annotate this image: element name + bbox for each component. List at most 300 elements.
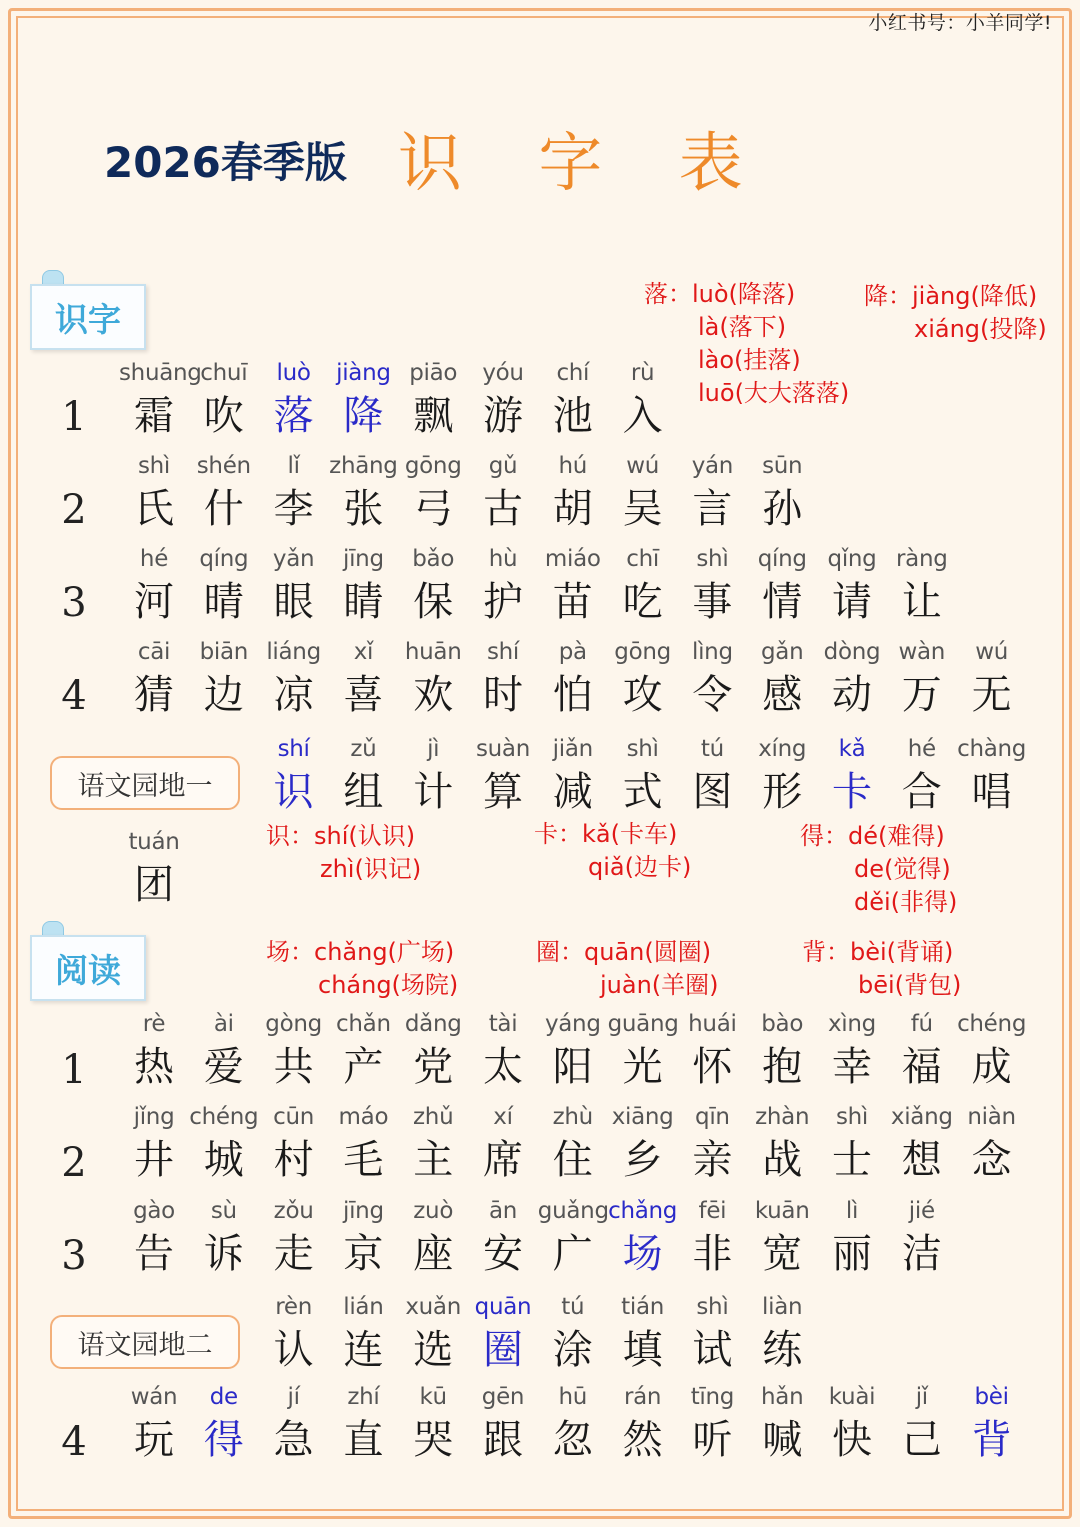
pinyin: shuāng	[119, 360, 202, 386]
char-cell	[328, 1102, 398, 1188]
pinyin: yán	[691, 453, 734, 479]
pinyin: ān	[488, 1198, 518, 1224]
pinyin: tuán	[128, 829, 180, 855]
hanzi: 请	[832, 579, 872, 625]
char-cell	[538, 1102, 608, 1188]
hanzi: 无	[971, 672, 1012, 718]
hanzi: 时	[483, 672, 523, 718]
pinyin: ài	[213, 1011, 234, 1037]
hanzi: 涂	[552, 1327, 593, 1373]
pinyin: rè	[142, 1011, 166, 1037]
hanzi: 念	[971, 1137, 1012, 1183]
pinyin: xí	[493, 1104, 513, 1130]
char-cell	[817, 734, 887, 820]
pinyin: liáng	[266, 639, 321, 665]
pinyin: zhù	[552, 1104, 593, 1130]
char-cell	[677, 1196, 747, 1282]
char-cell	[468, 1009, 538, 1095]
pinyin: chī	[626, 546, 659, 572]
hanzi: 情	[762, 579, 803, 625]
pinyin: jīng	[343, 546, 384, 572]
char-cell	[189, 1009, 259, 1095]
char-cell	[189, 1102, 259, 1188]
char-cell	[538, 358, 608, 444]
hanzi: 听	[692, 1417, 733, 1463]
hanzi: 洁	[901, 1231, 942, 1277]
hanzi: 计	[413, 769, 454, 815]
pinyin: zhí	[347, 1384, 380, 1410]
hanzi: 福	[901, 1044, 942, 1090]
char-cell	[887, 1102, 957, 1188]
hanzi: 吃	[622, 579, 663, 625]
char-cell	[538, 734, 608, 820]
char-cell	[468, 734, 538, 820]
hanzi: 住	[552, 1137, 593, 1183]
pinyin: piāo	[409, 360, 458, 386]
char-cell	[677, 1382, 747, 1468]
note-quan: 圈：quān(圆圈) juàn(羊圈)	[536, 938, 719, 999]
pinyin: jí	[287, 1384, 300, 1410]
pinyin: yáng	[544, 1011, 601, 1037]
pinyin: zǔ	[350, 736, 377, 762]
pinyin: gào	[133, 1198, 175, 1224]
char-cell	[747, 1196, 817, 1282]
pinyin: shí	[277, 736, 310, 762]
pinyin: máo	[338, 1104, 389, 1130]
pinyin: gǔ	[488, 453, 518, 479]
pinyin: shì	[696, 1294, 729, 1320]
row-number: 3	[61, 580, 87, 626]
char-cell	[119, 451, 189, 537]
hanzi: 孙	[762, 486, 803, 532]
pinyin: jiǎn	[552, 736, 593, 762]
hanzi: 事	[692, 579, 733, 625]
row-number: 1	[61, 394, 87, 440]
char-cell	[538, 451, 608, 537]
char-cell	[677, 1009, 747, 1095]
pinyin: xuǎn	[405, 1294, 462, 1320]
pinyin: yóu	[482, 360, 524, 386]
char-cell	[189, 1196, 259, 1282]
char-cell	[398, 637, 468, 723]
char-cell	[259, 544, 329, 630]
pinyin: qīn	[695, 1104, 730, 1130]
pinyin: dǎng	[404, 1011, 462, 1037]
pinyin: ràng	[896, 546, 948, 572]
pinyin: suàn	[475, 736, 531, 762]
note-shi: 识：shí(认识) zhì(识记)	[266, 822, 422, 883]
char-cell	[817, 1382, 887, 1468]
hanzi: 试	[692, 1327, 733, 1373]
char-cell	[677, 1292, 747, 1378]
pinyin: tián	[621, 1294, 665, 1320]
note-ka: 卡：kǎ(卡车) qiǎ(边卡)	[534, 820, 692, 881]
char-cell	[747, 1102, 817, 1188]
char-cell	[468, 637, 538, 723]
char-cell	[189, 358, 259, 444]
char-cell	[538, 1292, 608, 1378]
pinyin: bèi	[974, 1384, 1009, 1410]
pinyin: xìng	[828, 1011, 876, 1037]
hanzi: 太	[483, 1044, 523, 1090]
pinyin: zhāng	[329, 453, 398, 479]
pinyin: chí	[556, 360, 590, 386]
pinyin: tài	[488, 1011, 518, 1037]
char-cell	[189, 544, 259, 630]
char-cell	[887, 544, 957, 630]
char-cell	[468, 358, 538, 444]
hanzi: 喜	[343, 672, 384, 718]
pinyin: fēi	[698, 1198, 727, 1224]
hanzi: 合	[901, 769, 942, 815]
hanzi: 党	[413, 1044, 454, 1090]
char-cell	[119, 1196, 189, 1282]
pinyin: kū	[419, 1384, 447, 1410]
hanzi: 选	[413, 1327, 454, 1373]
pinyin: cāi	[137, 639, 171, 665]
pinyin: gōng	[614, 639, 671, 665]
char-cell	[608, 1382, 678, 1468]
char-cell	[747, 1382, 817, 1468]
char-cell	[538, 544, 608, 630]
pinyin: huái	[688, 1011, 737, 1037]
char-cell	[608, 1196, 678, 1282]
char-cell	[259, 1009, 329, 1095]
note-jiang: 降：jiàng(降低) xiáng(投降)	[864, 282, 1047, 343]
char-cell	[538, 637, 608, 723]
char-cell	[119, 1102, 189, 1188]
pinyin: qǐng	[827, 546, 877, 572]
pinyin: kuān	[754, 1198, 810, 1224]
pinyin: liàn	[762, 1294, 803, 1320]
hanzi: 己	[901, 1417, 942, 1463]
hanzi: 式	[622, 769, 663, 815]
pinyin: wàn	[898, 639, 946, 665]
pinyin: jǐ	[915, 1384, 928, 1410]
pinyin: zhàn	[755, 1104, 810, 1130]
note-luo: 落：luò(降落) là(落下) lào(挂落) luō(大大落落)	[644, 280, 850, 407]
pinyin: hù	[488, 546, 518, 572]
hanzi: 成	[971, 1044, 1012, 1090]
hanzi: 场	[622, 1231, 663, 1277]
hanzi: 飘	[413, 393, 454, 439]
char-cell	[957, 734, 1027, 820]
hanzi: 吴	[622, 486, 663, 532]
hanzi: 丽	[832, 1231, 872, 1277]
hanzi: 张	[343, 486, 384, 532]
hanzi: 霜	[134, 393, 174, 439]
char-cell	[608, 734, 678, 820]
char-cell	[677, 451, 747, 537]
hanzi: 氏	[134, 486, 174, 532]
hanzi: 喊	[762, 1417, 803, 1463]
hanzi: 眼	[273, 579, 314, 625]
char-cell	[119, 1009, 189, 1095]
hanzi: 诉	[203, 1231, 244, 1277]
hanzi: 座	[413, 1231, 454, 1277]
char-cell	[119, 544, 189, 630]
pinyin: kǎ	[838, 736, 866, 762]
row-number: 1	[61, 1047, 87, 1093]
row-number: 4	[61, 1419, 87, 1465]
pinyin: shí	[486, 639, 520, 665]
hanzi: 李	[273, 486, 314, 532]
row-number: 2	[61, 1140, 87, 1186]
pinyin: rù	[630, 360, 655, 386]
edition-subtitle: 2026春季版	[104, 138, 347, 187]
hanzi: 背	[971, 1417, 1012, 1463]
pinyin: lì	[845, 1198, 859, 1224]
pinyin: kuài	[828, 1384, 876, 1410]
char-cell	[957, 637, 1027, 723]
char-cell	[398, 1102, 468, 1188]
pinyin: miáo	[544, 546, 601, 572]
char-cell	[677, 637, 747, 723]
char-cell	[747, 637, 817, 723]
char-cell	[608, 1102, 678, 1188]
char-cell	[538, 1009, 608, 1095]
pinyin: gēn	[481, 1384, 525, 1410]
hanzi: 边	[203, 672, 244, 718]
hanzi: 保	[413, 579, 454, 625]
hanzi: 阳	[552, 1044, 593, 1090]
char-cell	[259, 734, 329, 820]
pinyin: hǎn	[761, 1384, 804, 1410]
hanzi: 唱	[971, 769, 1012, 815]
hanzi: 弓	[413, 486, 454, 532]
pinyin: xiǎng	[890, 1104, 953, 1130]
hanzi: 练	[762, 1327, 803, 1373]
hanzi: 令	[692, 672, 733, 718]
char-cell	[468, 1382, 538, 1468]
pinyin: gòng	[265, 1011, 322, 1037]
hanzi: 古	[483, 486, 523, 532]
char-cell	[328, 544, 398, 630]
hanzi: 幸	[832, 1044, 872, 1090]
char-cell	[398, 734, 468, 820]
pinyin: xiāng	[611, 1104, 674, 1130]
char-cell	[817, 1102, 887, 1188]
hanzi: 哭	[413, 1417, 454, 1463]
hanzi: 想	[901, 1137, 942, 1183]
pinyin: rèn	[275, 1294, 312, 1320]
char-cell	[398, 1292, 468, 1378]
note-chang: 场：chǎng(广场) cháng(场院)	[266, 938, 459, 999]
pinyin: pà	[558, 639, 587, 665]
hanzi: 光	[622, 1044, 663, 1090]
char-cell	[259, 358, 329, 444]
char-cell	[398, 451, 468, 537]
pinyin: zǒu	[273, 1198, 314, 1224]
hanzi: 认	[273, 1327, 314, 1373]
hanzi: 图	[692, 769, 733, 815]
char-cell	[468, 1196, 538, 1282]
pinyin: bǎo	[412, 546, 455, 572]
char-cell	[328, 451, 398, 537]
hanzi: 河	[134, 579, 174, 625]
char-cell	[189, 1382, 259, 1468]
pinyin: qíng	[199, 546, 249, 572]
char-cell	[538, 1382, 608, 1468]
pinyin: xíng	[758, 736, 807, 762]
char-cell	[608, 544, 678, 630]
pinyin: zuò	[413, 1198, 454, 1224]
char-cell	[119, 1382, 189, 1468]
char-cell	[398, 1009, 468, 1095]
char-cell	[957, 1009, 1027, 1095]
pinyin: yǎn	[272, 546, 315, 572]
char-cell	[328, 637, 398, 723]
note-bei: 背：bèi(背诵) bēi(背包)	[802, 938, 962, 999]
char-cell	[259, 1292, 329, 1378]
pinyin: sù	[210, 1198, 237, 1224]
hanzi: 入	[622, 393, 663, 439]
row-number: 4	[61, 673, 87, 719]
hanzi: 减	[552, 769, 593, 815]
hanzi: 凉	[273, 672, 314, 718]
hanzi: 胡	[552, 486, 593, 532]
hanzi: 得	[203, 1417, 244, 1463]
pinyin: niàn	[967, 1104, 1016, 1130]
char-cell	[119, 827, 189, 913]
hanzi: 连	[343, 1327, 384, 1373]
pinyin: sūn	[762, 453, 803, 479]
hanzi: 游	[483, 393, 523, 439]
hanzi: 井	[134, 1137, 174, 1183]
char-cell	[398, 358, 468, 444]
hanzi: 走	[273, 1231, 314, 1277]
hanzi: 动	[832, 672, 872, 718]
section-tag-shizi: 识字	[30, 284, 146, 350]
pinyin: huān	[404, 639, 462, 665]
char-cell	[468, 1292, 538, 1378]
pinyin: de	[209, 1384, 238, 1410]
hanzi: 热	[134, 1044, 174, 1090]
pinyin: shì	[696, 546, 729, 572]
char-cell	[119, 637, 189, 723]
char-cell	[608, 1009, 678, 1095]
hanzi: 吹	[203, 393, 244, 439]
char-cell	[887, 734, 957, 820]
char-cell	[608, 451, 678, 537]
hanzi: 非	[692, 1231, 733, 1277]
hanzi: 产	[343, 1044, 384, 1090]
hanzi: 算	[483, 769, 523, 815]
char-cell	[259, 1102, 329, 1188]
char-cell	[468, 451, 538, 537]
hanzi: 卡	[832, 769, 872, 815]
char-cell	[747, 451, 817, 537]
pinyin: shì	[626, 736, 659, 762]
char-cell	[328, 1292, 398, 1378]
char-cell	[259, 1196, 329, 1282]
hanzi: 玩	[134, 1417, 174, 1463]
pinyin: wán	[130, 1384, 178, 1410]
hanzi: 降	[343, 393, 384, 439]
char-cell	[328, 1382, 398, 1468]
pinyin: luò	[276, 360, 311, 386]
pinyin: wú	[975, 639, 1008, 665]
pinyin: jīng	[343, 1198, 384, 1224]
char-cell	[747, 544, 817, 630]
char-cell	[677, 544, 747, 630]
row-number: 3	[61, 1233, 87, 1279]
hanzi: 爱	[203, 1044, 244, 1090]
pinyin: rán	[623, 1384, 662, 1410]
char-cell	[259, 451, 329, 537]
hanzi: 苗	[552, 579, 593, 625]
hanzi: 什	[203, 486, 244, 532]
pinyin: shì	[137, 453, 171, 479]
char-cell	[957, 1102, 1027, 1188]
pinyin: shén	[196, 453, 251, 479]
char-cell	[398, 1196, 468, 1282]
char-cell	[887, 1196, 957, 1282]
pinyin: hé	[139, 546, 169, 572]
hanzi: 睛	[343, 579, 384, 625]
hanzi: 怀	[692, 1044, 733, 1090]
pinyin: fú	[910, 1011, 933, 1037]
hanzi: 村	[273, 1137, 314, 1183]
hanzi: 快	[832, 1417, 872, 1463]
hanzi: 落	[273, 393, 314, 439]
hanzi: 圈	[483, 1327, 523, 1373]
pinyin: wú	[626, 453, 659, 479]
pinyin: dòng	[823, 639, 881, 665]
hanzi: 感	[762, 672, 803, 718]
char-cell	[468, 1102, 538, 1188]
section-tag-yuedu: 阅读	[30, 935, 146, 1001]
pinyin: xǐ	[353, 639, 374, 665]
hanzi: 广	[552, 1231, 593, 1277]
char-cell	[817, 1196, 887, 1282]
section-tag-garden-1: 语文园地一	[50, 756, 240, 810]
page-title: 识 字 表	[398, 127, 771, 201]
char-cell	[398, 1382, 468, 1468]
hanzi: 万	[901, 672, 942, 718]
hanzi: 团	[134, 862, 174, 908]
hanzi: 让	[901, 579, 942, 625]
hanzi: 晴	[203, 579, 244, 625]
char-cell	[398, 544, 468, 630]
hanzi: 京	[343, 1231, 384, 1277]
pinyin: guāng	[607, 1011, 679, 1037]
hanzi: 席	[483, 1137, 523, 1183]
hanzi: 毛	[343, 1137, 384, 1183]
char-cell	[328, 1196, 398, 1282]
char-cell	[259, 1382, 329, 1468]
hanzi: 抱	[762, 1044, 803, 1090]
char-cell	[189, 637, 259, 723]
char-cell	[608, 637, 678, 723]
char-cell	[887, 1009, 957, 1095]
char-cell	[887, 1382, 957, 1468]
pinyin: hé	[907, 736, 936, 762]
hanzi: 主	[413, 1137, 454, 1183]
hanzi: 宽	[762, 1231, 803, 1277]
hanzi: 欢	[413, 672, 454, 718]
hanzi: 组	[343, 769, 384, 815]
hanzi: 乡	[622, 1137, 663, 1183]
pinyin: chǎn	[336, 1011, 391, 1037]
char-cell	[259, 637, 329, 723]
section-tag-garden-2: 语文园地二	[50, 1315, 240, 1369]
pinyin: hū	[558, 1384, 588, 1410]
char-cell	[677, 734, 747, 820]
char-cell	[677, 1102, 747, 1188]
pinyin: lìng	[692, 639, 733, 665]
pinyin: chuī	[200, 360, 248, 386]
